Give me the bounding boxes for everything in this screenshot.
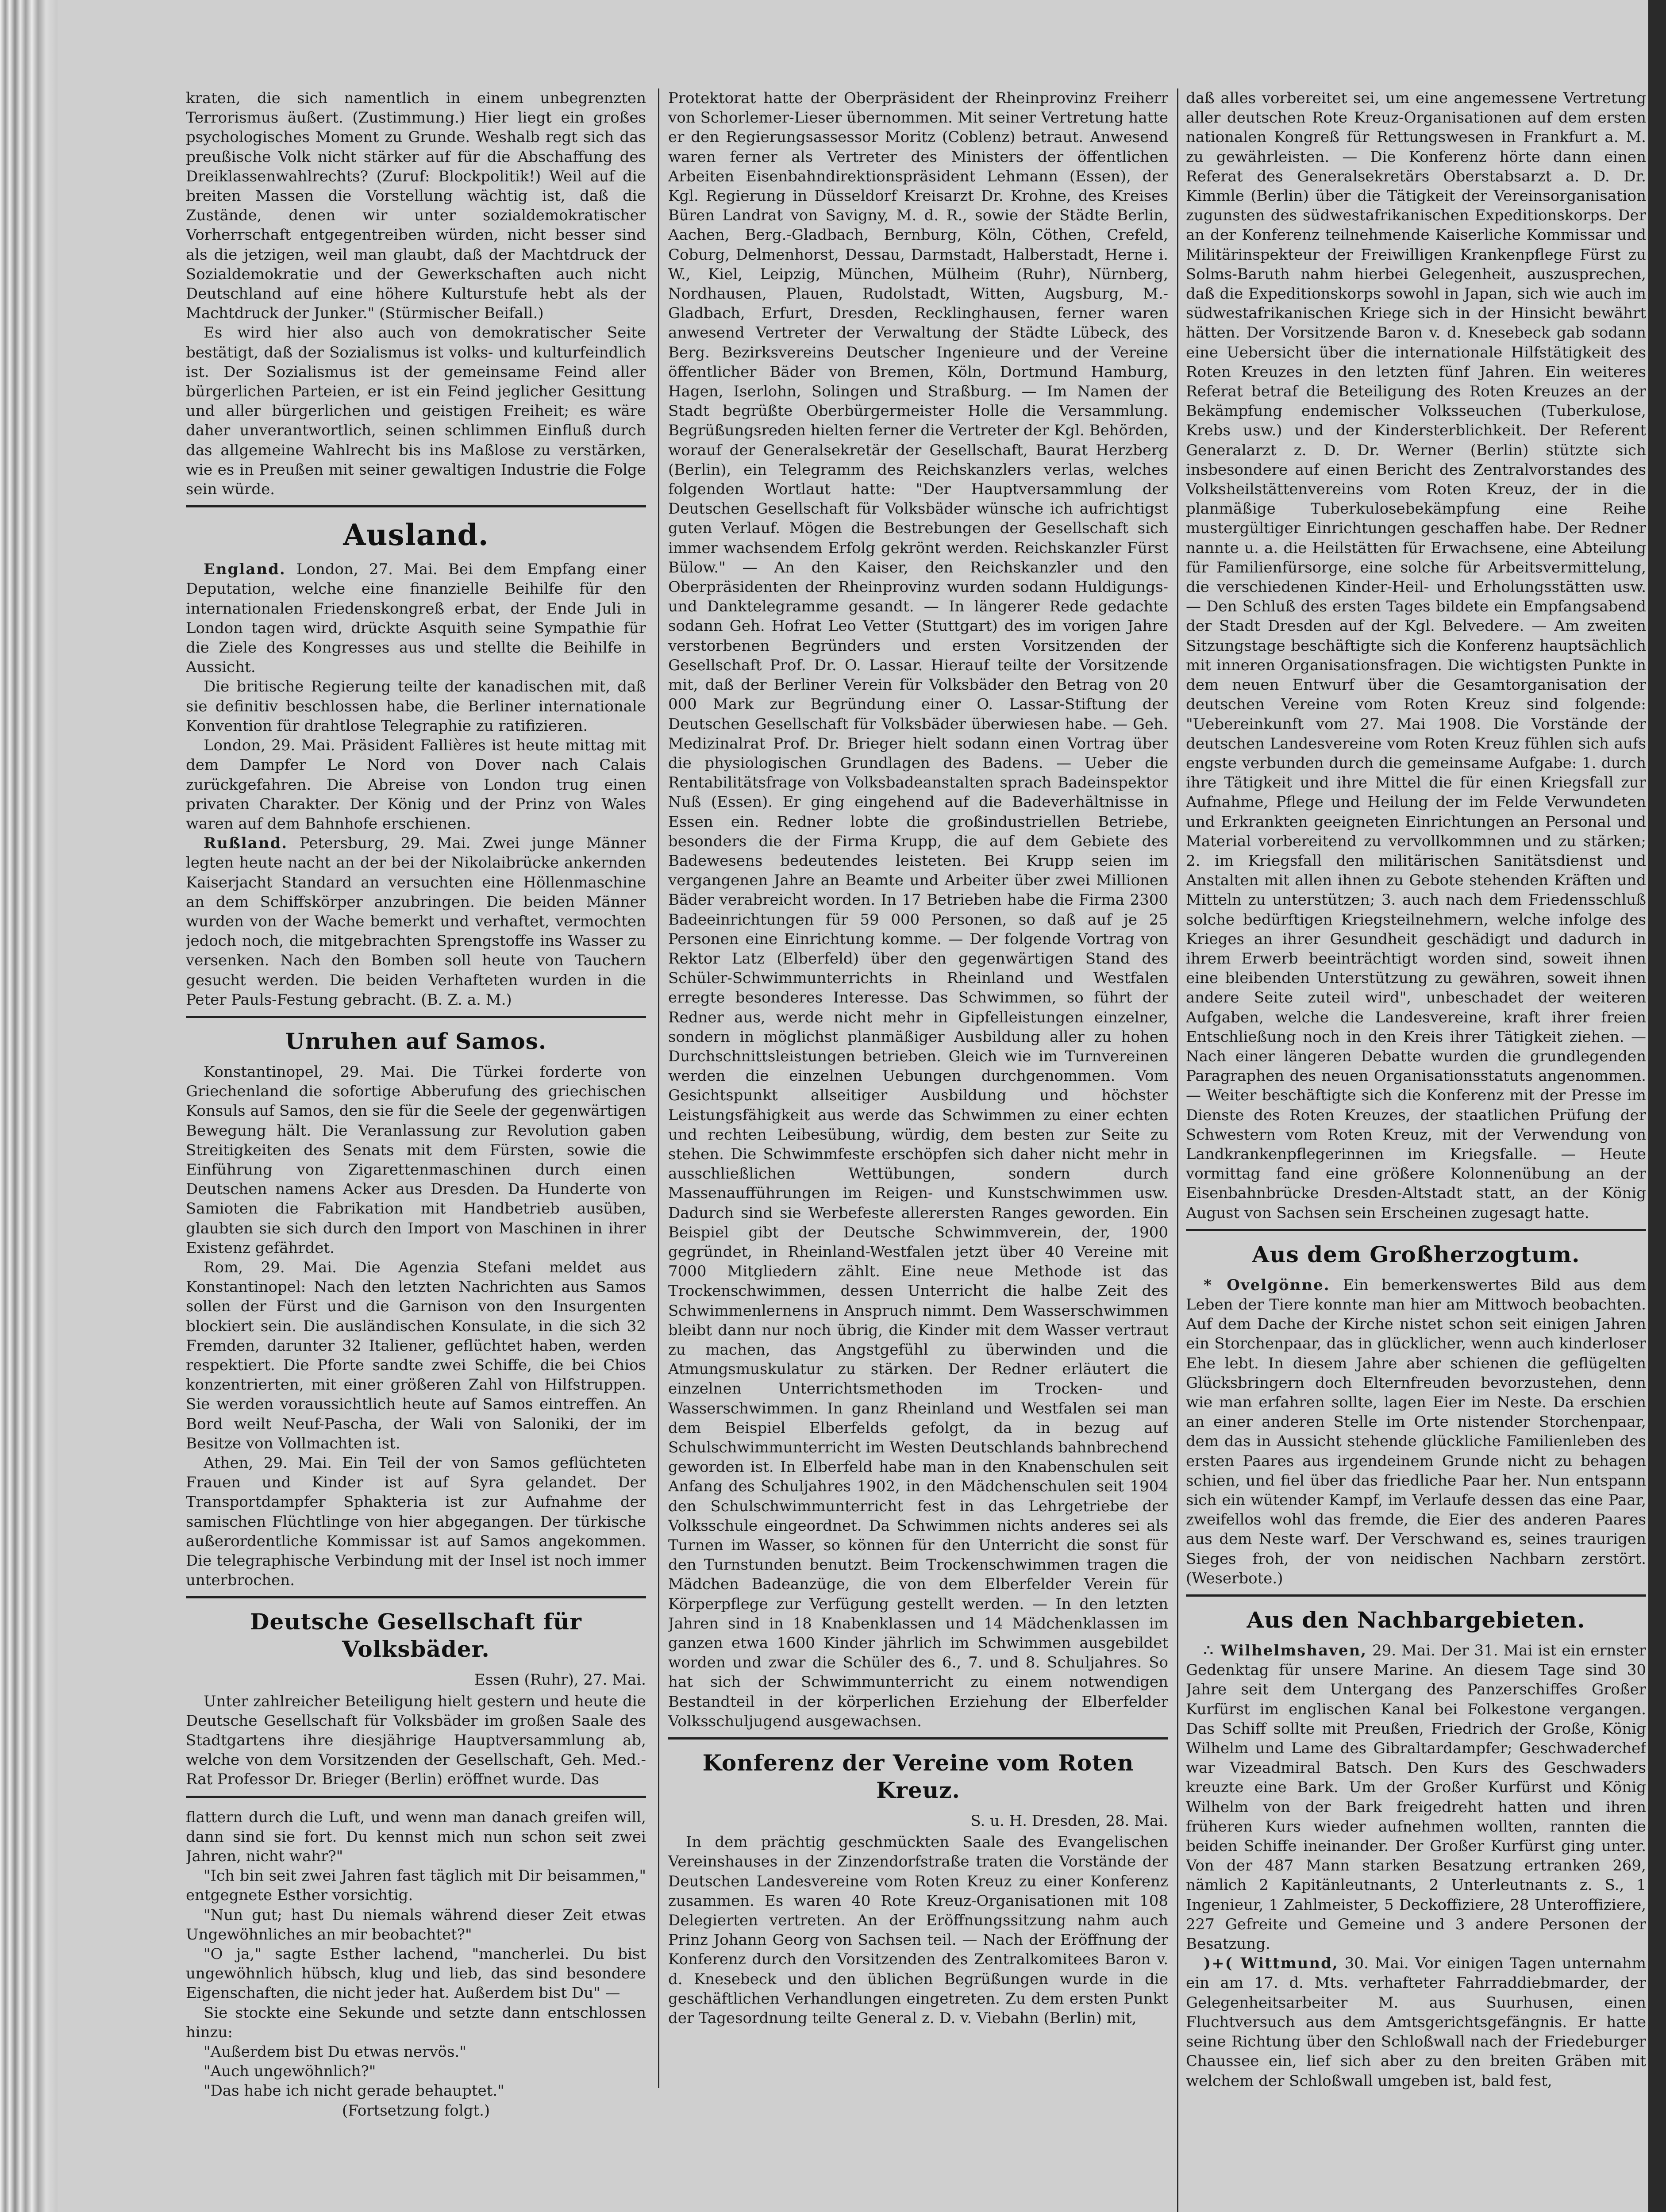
runin-ovelgoenne: * Ovelgönne. [1204,1276,1330,1294]
article-paragraph: Es wird hier also auch von demokratischer Seite bestätigt, daß der Sozialismus ist volks- und kulturfeindlich ist. Der Sozialismus ist der gemeinsame Feind aller bürgerlichen Parteien, er ist ein Feind jeglicher Gesittung und aller bürgerlichen und geistigen Freiheit; es wäre daher unverantwortlich, seinen schlimmen Einfluß durch das allgemeine Wahlrecht bis ins Maßlose zu verstärken, wie es in Preußen mit seiner gewaltigen Industrie die Folge sein würde. [186,324,646,499]
article-paragraph: kraten, die sich namentlich in einem unbegrenzten Terrorismus äußert. (Zustimmung.) Hier liegt ein großes psychologisches Moment zu Grunde. Weshalb regt sich das preußische Volk nicht stärker auf für die Abschaffung des Dreiklassenwahlrechts? (Zuruf: Blockpolitik!) Weil auf die breiten Massen die Vorstellung wächtig ist, daß die Zustände, denen wir unter sozialdemokratischer Vorherrschaft entgegentreiben würden, nicht besser sind als die jetzigen, weil man glaubt, daß der Machtdruck der Sozialdemokratie und der Gewerkschaften auch nicht Deutschland auf eine höhere Kulturstufe hebt als der Machtdruck der Junker." (Stürmischer Beifall.) [186,89,646,323]
runin-england: England. [204,561,286,579]
dateline: S. u. H. Dresden, 28. Mai. [970,1812,1168,1830]
feuilleton-paragraph: "Ich bin seit zwei Jahren fast täglich mit Dir beisammen," entgegnete Esther vorsichtig. [186,1867,646,1905]
news-item-wilhelmshaven [1186,1641,1646,1954]
section-divider [186,1016,646,1018]
feuilleton [186,1808,646,2120]
news-item-russland [186,833,646,1010]
section-divider [668,1737,1168,1740]
feuilleton-paragraph: flattern durch die Luft, und wenn man danach greifen will, dann sind sie fort. Du kennst mich nun schon seit zwei Jahren, nicht wahr?" [186,1808,646,1866]
dateline: Essen (Ruhr), 27. Mai. [474,1671,646,1689]
feuilleton-paragraph: Sie stockte eine Sekunde und setzte dann entschlossen hinzu: [186,2004,646,2041]
section-heading-nachbargebiete: Aus den Nachbargebieten. [1247,1607,1585,1633]
runin-wilhelmshaven: ∴ Wilhelmshaven, [1204,1642,1367,1660]
section-divider [1186,1229,1646,1231]
section-divider [186,505,646,507]
feuilleton-paragraph: "Auch ungewöhnlich?" [204,2062,376,2081]
section-divider [1186,1594,1646,1597]
section-heading-rotes-kreuz: Konferenz der Vereine vom Roten Kreuz. [702,1750,1134,1804]
column-rule-1 [658,88,659,2088]
article-paragraph: Protektorat hatte der Oberpräsident der Rheinprovinz Freiherr von Schorlemer-Lieser übernommen. Mit seiner Vertretung hatte er den Regierungsassessor Moritz (Coblenz) betraut. Anwesend waren ferner als Vertreter des Ministers der öffentlichen Arbeiten Eisenbahndirektionspräsident Lehmann (Essen), der Kgl. Regierung in Düsseldorf Kreisarzt Dr. Krohne, des Kreises Büren Landrat von Savigny, M. d. R., sowie der Städte Berlin, Aachen, Berg.-Gladbach, Bernburg, Köln, Cöthen, Crefeld, Coburg, Delmenhorst, Dessau, Darmstadt, Halberstadt, Herne i. W., Kiel, Leipzig, München, Mülheim (Ruhr), Nürnberg, Nordhausen, Plauen, Rudolstadt, Witten, Augsburg, M.-Gladbach, Erfurt, Dresden, Recklinghausen, ferner waren anwesend Vertreter der Verwaltung der Städte Lübeck, des Berg. Bezirksvereins Deutscher Ingenieure und der Vereine öffentlicher Bäder von Bremen, Köln, Dortmund Hamburg, Hagen, Iserlohn, Solingen und Straßburg. — Im Namen der Stadt begrüßte Oberbürgermeister Holle die Versammlung. Begrüßungsreden hielten ferner die Vertreter der Kgl. Behörden, worauf der Generalsekretär der Gesellschaft, Baurat Herzberg (Berlin), ein Telegramm des Reichskanzlers verlas, welches folgenden Wortlaut hatte: "Der Hauptversammlung der Deutschen Gesellschaft für Volksbäder wünsche ich aufrichtigst guten Verlauf. Mögen die Bestrebungen der Gesellschaft sich immer wachsendem Erfolg gekrönt werden. Reichskanzler Fürst Bülow." — An den Kaiser, den Reichskanzler und den Oberpräsidenten der Rheinprovinz wurden sodann Huldigungs- und Danktelegramme gesandt. — In längerer Rede gedachte sodann Geh. Hofrat Leo Vetter (Stuttgart) des im vorigen Jahre verstorbenen Begründers und ersten Vorsitzenden der Gesellschaft Prof. Dr. O. Lassar. Hierauf teilte der Vorsitzende mit, daß der Berliner Verein für Volksbäder den Betrag von 20 000 Mark zur Begründung einer O. Lassar-Stiftung der Deutschen Gesellschaft für Volksbäder überwiesen habe. — Geh. Medizinalrat Prof. Dr. Brieger hielt sodann einen Vortrag über die physiologischen Grundlagen des Badens. — Ueber die Rentabilitätsfrage von Volksbadeanstalten sprach Badeinspektor Nuß (Essen). Er ging eingehend auf die Badeverhältnisse in Essen ein. Redner lobte die großindustriellen Betriebe, besonders die der Firma Krupp, die auf dem Gebiete des Badewesens bedeutendes leisteten. Bei Krupp seien im vergangenen Jahre an Beamte und Arbeiter über zwei Millionen Bäder verabreicht worden. In 17 Betrieben habe die Firma 2300 Badeeinrichtungen für 59 000 Personen, so daß auf je 25 Personen eine Einrichtung komme. — Der folgende Vortrag von Rektor Latz (Elberfeld) über den gegenwärtigen Stand des Schüler-Schwimmunterrichts in Rheinland und Westfalen erregte besonderes Interesse. Das Schwimmen, so führt der Redner aus, werde nicht mehr in Gipfelleistungen einzelner, sondern in möglichst planmäßiger Ausbildung aller zu hohen Durchschnittsleistungen betrieben. Gleich wie im Turnvereinen werden die einzelnen Uebungen durchgenommen. Vom Gesichtspunkt allseitiger Ausbildung und höchster Leistungsfähigkeit aus werde das Schwimmen zu einer echten und rechten Leibesübung, würdig, dem besten zur Seite zu stehen. Die Schwimmfeste erschöpfen sich daher nicht mehr in ausschließlichen Wettübungen, sondern durch Massenaufführungen im Reigen- und Kunstschwimmen usw. Dadurch sind sie Werbefeste allerersten Ranges geworden. Ein Beispiel gibt der Deutsche Schwimmverein, der, 1900 gegründet, in Rheinland-Westfalen jetzt über 40 Vereine mit 7000 Mitgliedern zählt. Eine neue Methode ist das Trockenschwimmen, dessen Unterricht die halbe Zeit des Schwimmenlernens in Anspruch nimmt. Dem Wasserschwimmen bleibt dann nur noch übrig, die Kinder mit dem Wasser vertraut zu machen, das Angstgefühl zu überwinden und die Atmungsmuskulatur zu stärken. Der Redner erläutert die einzelnen Unterrichtsmethoden im Trocken- und Wasserschwimmen. In ganz Rheinland und Westfalen sei man dem Beispiel Elberfelds gefolgt, da in bezug auf Schulschwimmunterricht im Westen Deutschlands bahnbrechend geworden ist. In Elberfeld habe man in den Knabenschulen seit Anfang des Schuljahres 1902, in den Mädchenschulen seit 1904 den Schulschwimmunterricht fest in das Lehrgetriebe der Volksschule eingeordnet. Da Schwimmen nichts anderes sei als Turnen im Wasser, so können für den Unterricht die sonst für den Turnstunden benutzt. Beim Trockenschwimmen tragen die Mädchen Badeanzüge, die von dem Elberfelder Verein für Körperpflege zur Verfügung gestellt werden. — In den letzten Jahren sind in 18 Knabenklassen und 14 Mädchenklassen im ganzen etwa 1600 Kinder jährlich im Schwimmen ausgebildet worden und zwar die Schüler des 6., 7. und 8. Schuljahres. So hat sich der Schwimmunterricht zu einem notwendigen Bestandteil in der körperlichen Erziehung der Elberfelder Volksschuljugend ausgewachsen. [668,89,1168,1730]
section-divider [186,1596,646,1598]
article-paragraph: Athen, 29. Mai. Ein Teil der von Samos geflüchteten Frauen und Kinder ist auf Syra gelandet. Der Transportdampfer Sphakteria ist zur Aufnahme der samischen Flüchtlinge von hier abgegangen. Der türkische außerordentliche Kommissar ist auf Samos angekommen. Die telegraphische Verbindung mit der Insel ist noch immer unterbrochen. [186,1454,646,1590]
column-2 [668,88,1168,2212]
column-rule-2 [1177,88,1178,2212]
news-item-ovelgoenne [1186,1275,1646,1588]
news-text: 29. Mai. Der 31. Mai ist ein ernster Gedenktag für unsere Marine. An diesem Tage sind 30 Jahre seit dem Untergang des Panzerschiffes Großer Kurfürst im englischen Kanal bei Folkestone vergangen. Das Schiff sollte mit Preußen, Friedrich der Große, König Wilhelm und Lame des Gibraltardampfer; Geschwaderchef war Vizeadmiral Batsch. Den Kurs des Geschwaders kreuzte eine Bark. Um der Großer Kurfürst und König Wilhelm von der Bark freigedreht hatten und ihren früheren Kurs wieder aufnehmen wollten, rannten die beiden Schiffe ineinander. Der Großer Kurfürst ging unter. Von der 487 Mann starken Besatzung ertranken 269, nämlich 2 Kapitänleutnants, 2 Unterleutnants z. S., 1 Ingenieur, 1 Zahlmeister, 5 Deckoffiziere, 28 Unteroffiziere, 227 Gefreite und Gemeine und 3 andere Personen der Besatzung. [1186,1642,1646,1953]
continuation-note: (Fortsetzung folgt.) [342,2101,490,2120]
runin-russland: Rußland. [204,834,288,853]
news-text: 30. Mai. Vor einigen Tagen unternahm ein am 17. d. Mts. verhafteter Fahrraddiebmarder, der Gelegenheitsarbeiter M. aus Suurhusen, einen Fluchtversuch aus dem Amtsgerichtsgefängnis. Er hatte seine Richtung über den Schloßwall nach der Friedeburger Chaussee ein, lief sich aber zu den breiten Gräben mit welchem der Schloßwall umgeben ist, bald fest, [1186,1955,1646,2090]
scan-edge-shadow [1648,0,1666,2212]
article-paragraph: London, 29. Mai. Präsident Fallières ist heute mittag mit dem Dampfer Le Nord von Dover nach Calais zurückgefahren. Die Abreise von London trug einen privaten Charakter. Der König und der Prinz von Wales waren auf dem Bahnhofe erschienen. [186,737,646,833]
book-binding-edge [0,0,58,2212]
news-item-wittmund [1186,1954,1646,2090]
section-heading-volksbaeder: Deutsche Gesellschaft für Volksbäder. [250,1609,582,1663]
news-text: Petersburg, 29. Mai. Zwei junge Männer legten heute nacht an der bei der Nikolaibrücke ankernden Kaiserjacht Standard an versuchten eine Höllenmaschine an dem Schiffskörper anzubringen. Die beiden Männer wurden von der Wache bemerkt und verhaftet, vermochten jedoch noch, die mitgebrachten Sprengstoffe ins Wasser zu versenken. Nach den Bomben soll heute von Tauchern gesucht werden. Die beiden Verhafteten wurden in die Peter Pauls-Festung gebracht. (B. Z. a. M.) [186,834,646,1009]
feuilleton-paragraph: "Außerdem bist Du etwas nervös." [204,2043,466,2061]
feuilleton-paragraph: "O ja," sagte Esther lachend, "mancherlei. Du bist ungewöhnlich hübsch, klug und lieb, das sind besondere Eigenschaften, die nicht jeder hat. Außerdem bist Du" — [186,1945,646,2002]
section-heading-grossherzogtum: Aus dem Großherzogtum. [1252,1241,1580,1267]
section-heading-ausland: Ausland. [343,518,489,553]
runin-wittmund: )+( Wittmund, [1204,1955,1339,1973]
column-1 [186,88,646,2212]
feuilleton-divider [186,1796,646,1798]
article-paragraph: Konstantinopel, 29. Mai. Die Türkei forderte von Griechenland die sofortige Abberufung des griechischen Konsuls auf Samos, den sie für die Seele der gegenwärtigen Bewegung hält. Die Veranlassung zur Revolution gaben Streitigkeiten des Senats mit dem Fürsten, sowie die Einführung von Zigarettenmaschinen durch einen Deutschen namens Acker aus Dresden. Da Hunderte von Samioten die Fabrikation mit Handbetrieb ausüben, glaubten sie sich durch den Import von Maschinen in ihrer Existenz gefährdet. [186,1063,646,1257]
news-item-england [186,560,646,677]
section-heading-samos: Unruhen auf Samos. [285,1028,547,1054]
article-paragraph: Unter zahlreicher Beteiligung hielt gestern und heute die Deutsche Gesellschaft für Volksbäder im großen Saale des Stadtgartens ihre diesjährige Hauptversammlung ab, welche von dem Vorsitzenden der Gesellschaft, Geh. Med.-Rat Professor Dr. Brieger (Berlin) eröffnet wurde. Das [186,1692,646,1789]
news-text: Ein bemerkenswertes Bild aus dem Leben der Tiere konnte man hier am Mittwoch beobachten. Auf dem Dache der Kirche nistet schon seit einigen Jahren ein Storchenpaar, das in glücklicher, wenn auch kinderloser Ehe lebt. In diesem Jahre aber schienen die geflügelten Glücksbringern doch Elternfreuden bevorzustehen, denn wie man erfahren sollte, lagen Eier im Neste. Da erschien an einer anderen Stelle im Orte nistender Storchenpaar, dem das in Aussicht stehende glückliche Familienleben des ersten Paares aus irgendeinem Grunde nicht zu behagen schien, und fiel über das friedliche Paar her. Nun entspann sich ein wütender Kampf, im Verlaufe dessen das eine Paar, zweifellos wohl das fremde, die Eier des anderen Paares aus dem Neste warf. Der Verschwand es, seines traurigen Sieges froh, der von neidischen Nachbarn zerstört. (Weserbote.) [1186,1276,1646,1587]
feuilleton-paragraph: "Nun gut; hast Du niemals während dieser Zeit etwas Ungewöhnliches an mir beobachtet?" [186,1906,646,1943]
news-text: London, 27. Mai. Bei dem Empfang einer Deputation, welche eine finanzielle Beihilfe für den internationalen Friedenskongreß erbat, der Ende Juli in London tagen wird, drückte Asquith seine Sympathie für die Ziele des Kongresses aus und stellte die Beihilfe in Aussicht. [186,561,646,676]
article-paragraph: Rom, 29. Mai. Die Agenzia Stefani meldet aus Konstantinopel: Nach den letzten Nachrichten aus Samos sollen der Fürst und die Garnison von den Insurgenten blockiert sein. Die ausländischen Konsulate, in die sich 32 Fremden, darunter 32 Italiener, geflüchtet haben, werden respektiert. Die Pforte sandte zwei Schiffe, die bei Chios konzentrierten, mit einer größeren Zahl von Hilfstruppen. Sie werden voraussichtlich heute auf Samos eintreffen. An Bord weilt Neuf-Pascha, der Wali von Saloniki, der im Besitze von Vollmachten ist. [186,1258,646,1452]
article-paragraph: In dem prächtig geschmückten Saale des Evangelischen Vereinshauses in der Zinzendorfstraße traten die Vorstände der Deutschen Landesvereine vom Roten Kreuz zu einer Konferenz zusammen. Es waren 40 Rote Kreuz-Organisationen mit 108 Delegierten vertreten. An der Eröffnungssitzung nahm auch Prinz Johann Georg von Sachsen teil. — Nach der Eröffnung der Konferenz durch den Vorsitzenden des Zentralkomitees Baron v. d. Knesebeck und den üblichen Begrüßungen wurde in die geschäftlichen Verhandlungen eingetreten. Zu dem ersten Punkt der Tagesordnung teilte General z. D. v. Viebahn (Berlin) mit, [668,1833,1168,2028]
column-3 [1186,88,1646,2212]
article-paragraph: Die britische Regierung teilte der kanadischen mit, daß sie definitiv beschlossen habe, die Berliner internationale Konvention für drahtlose Telegraphie zu ratifizieren. [186,678,646,735]
feuilleton-paragraph: "Das habe ich nicht gerade behauptet." [204,2082,504,2100]
article-paragraph: daß alles vorbereitet sei, um eine angemessene Vertretung aller deutschen Rote Kreuz-Organisationen auf dem ersten nationalen Kongreß für Rettungswesen in Frankfurt a. M. zu gewährleisten. — Die Konferenz hörte dann einen Referat des Generalsekretärs Oberstabsarzt a. D. Dr. Kimmle (Berlin) über die Tätigkeit der Vereinsorganisation zugunsten des südwestafrikanischen Expeditionskorps. Der an der Konferenz teilnehmende Kaiserliche Kommissar und Militärinspekteur der Freiwilligen Krankenpflege Fürst zu Solms-Baruth nahm hierbei Gelegenheit, auszusprechen, daß die Expeditionskorps sowohl in Japan, sich wie auch im südwestafrikanischen Kriege sich in der Hinsicht bewährt hätten. Der Vorsitzende Baron v. d. Knesebeck gab sodann eine Uebersicht über die internationale Hilfstätigkeit des Roten Kreuzes in den letzten fünf Jahren. Ein weiteres Referat betraf die Beteiligung des Roten Kreuzes an der Bekämpfung endemischer Volksseuchen (Tuberkulose, Krebs usw.) und der Kindersterblichkeit. Der Referent Generalarzt z. D. Dr. Werner (Berlin) stützte sich insbesondere auf einen Bericht des Zentralvorstandes des Volksheilstättenvereins vom Roten Kreuz, der in die planmäßige Tuberkulosebekämpfung eine Reihe mustergültiger Einrichtungen geschaffen habe. Der Redner nannte u. a. die Heilstätten für Erwachsene, eine Abteilung für Familienfürsorge, eine solche für Arbeitsvermittelung, die verschiedenen Kinder-Heil- und Erholungsstätten usw. — Den Schluß des ersten Tages bildete ein Empfangsabend der Stadt Dresden auf der Kgl. Belvedere. — Am zweiten Sitzungstage beschäftigte sich die Konferenz hauptsächlich mit inneren Organisationsfragen. Die wichtigsten Punkte in dem neuen Entwurf über die Gesamtorganisation der deutschen Vereine vom Roten Kreuz sind folgende: "Uebereinkunft vom 27. Mai 1908. Die Vorstände der deutschen Landesvereine vom Roten Kreuz fühlen sich aufs engste verbunden durch die gemeinsame Aufgabe: 1. durch ihre Tätigkeit und ihre Mittel die für einen Kriegsfall zur Aufnahme, Pflege und Heilung der im Felde Verwundeten und Erkrankten geeigneten Einrichtungen an Personal und Material vorbereitend zu vervollkommnen und zu stärken; 2. im Kriegsfall den militärischen Sanitätsdienst und Anstalten mit allen ihnen zu Gebote stehenden Kräften und Mitteln zu unterstützen; 3. auch nach dem Friedensschluß solche bedürftigen Kriegsteilnehmern, welche infolge des Krieges an ihrer Gesundheit geschädigt und dadurch in ihrem Erwerb beeinträchtigt worden sind, soweit ihnen eine bleibenden Unterstützung zu gewähren, soweit ihnen andere Seite zuteil wird", unbeschadet der weiteren Aufgaben, welche die Landesvereine, kraft ihrer freien Entschließung noch in den Kreis ihrer Tätigkeit ziehen. — Nach einer längeren Debatte wurden die grundlegenden Paragraphen des neuen Organisationsstatuts angenommen. — Weiter beschäftigte sich die Konferenz mit der Presse im Dienste des Roten Kreuzes, der staatlichen Prüfung der Schwestern vom Roten Kreuz, mit der Verwendung von Landkrankenpflegerinnen im Kriegsfalle. — Heute vormittag fand eine größere Kolonnenübung an der Eisenbahnbrücke Dresden-Altstadt statt, an der König August von Sachsen sein Erscheinen zugesagt hatte. [1186,89,1646,1222]
